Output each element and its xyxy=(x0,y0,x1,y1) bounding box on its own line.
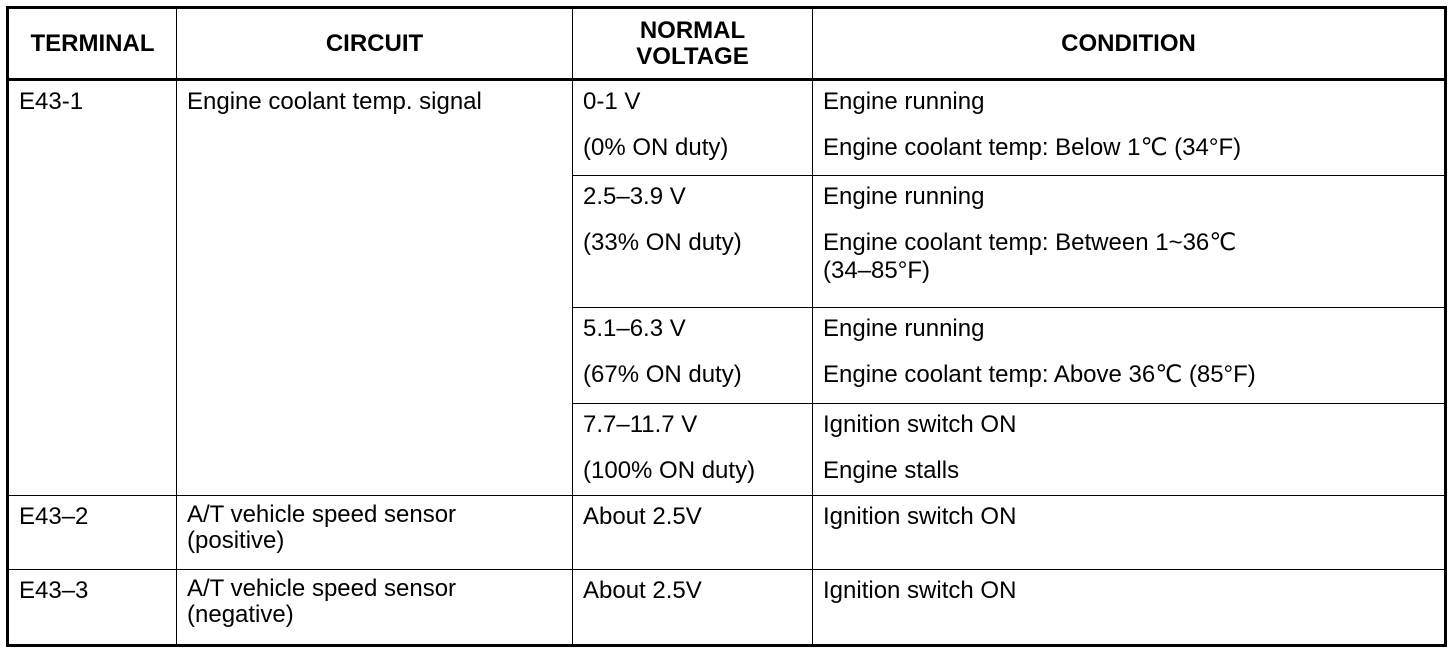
voltage-cell xyxy=(573,496,813,570)
duty-value: (100% ON duty) xyxy=(583,457,756,484)
circuit-value: Engine coolant temp. signal xyxy=(187,88,482,115)
condition-value: Ignition switch ON xyxy=(823,503,1017,530)
header-condition: CONDITION xyxy=(813,8,1446,80)
spec-table-container xyxy=(6,6,1444,646)
voltage-value: 7.7–11.7 V xyxy=(583,411,698,438)
terminal-cell xyxy=(8,570,177,646)
condition-line-2: Engine coolant temp: Between 1~36℃ xyxy=(823,229,1237,256)
duty-value: (33% ON duty) xyxy=(583,229,742,256)
voltage-cell xyxy=(573,80,813,176)
circuit-cell xyxy=(177,80,573,496)
condition-line-1: Engine running xyxy=(823,315,985,342)
condition-cell xyxy=(813,176,1446,308)
terminal-value: E43–2 xyxy=(19,503,89,530)
terminal-cell xyxy=(8,80,177,496)
voltage-cell xyxy=(573,570,813,646)
voltage-value: About 2.5V xyxy=(583,503,702,530)
voltage-value: 2.5–3.9 V xyxy=(583,183,686,210)
header-terminal: TERMINAL xyxy=(8,8,177,80)
header-normal-voltage-line1: NORMAL xyxy=(639,16,746,44)
condition-line-2: Engine coolant temp: Above 36℃ (85°F) xyxy=(823,361,1256,388)
condition-cell xyxy=(813,404,1446,496)
circuit-line-1: A/T vehicle speed sensor xyxy=(187,501,457,528)
condition-line-1: Engine running xyxy=(823,88,985,115)
condition-cell xyxy=(813,308,1446,404)
voltage-value: 0-1 V xyxy=(583,88,641,115)
voltage-cell xyxy=(573,308,813,404)
circuit-cell xyxy=(177,570,573,646)
condition-line-1: Engine running xyxy=(823,183,985,210)
condition-line-2: Engine coolant temp: Below 1℃ (34°F) xyxy=(823,134,1242,161)
table-header-row xyxy=(8,8,1446,80)
voltage-cell xyxy=(573,404,813,496)
table-row xyxy=(8,496,1446,570)
circuit-cell xyxy=(177,496,573,570)
header-circuit: CIRCUIT xyxy=(177,8,573,80)
table-row xyxy=(8,570,1446,646)
condition-line-2: Engine stalls xyxy=(823,457,960,484)
voltage-cell xyxy=(573,176,813,308)
condition-cell xyxy=(813,496,1446,570)
condition-cell xyxy=(813,80,1446,176)
duty-value: (67% ON duty) xyxy=(583,361,742,388)
voltage-value: About 2.5V xyxy=(583,577,702,604)
voltage-value: 5.1–6.3 V xyxy=(583,315,686,342)
duty-value: (0% ON duty) xyxy=(583,134,729,161)
terminal-voltage-table xyxy=(6,6,1447,647)
circuit-line-1: A/T vehicle speed sensor xyxy=(187,575,457,602)
terminal-value: E43–3 xyxy=(19,577,89,604)
condition-cell xyxy=(813,570,1446,646)
circuit-line-2: (negative) xyxy=(187,601,294,628)
terminal-cell xyxy=(8,496,177,570)
header-normal-voltage-line2: VOLTAGE xyxy=(636,42,749,70)
condition-line-2b: (34–85°F) xyxy=(823,257,930,284)
table-row xyxy=(8,80,1446,176)
circuit-line-2: (positive) xyxy=(187,527,285,554)
condition-line-1: Ignition switch ON xyxy=(823,411,1017,438)
condition-value: Ignition switch ON xyxy=(823,577,1017,604)
terminal-value: E43-1 xyxy=(19,88,84,115)
header-normal-voltage xyxy=(573,8,813,80)
